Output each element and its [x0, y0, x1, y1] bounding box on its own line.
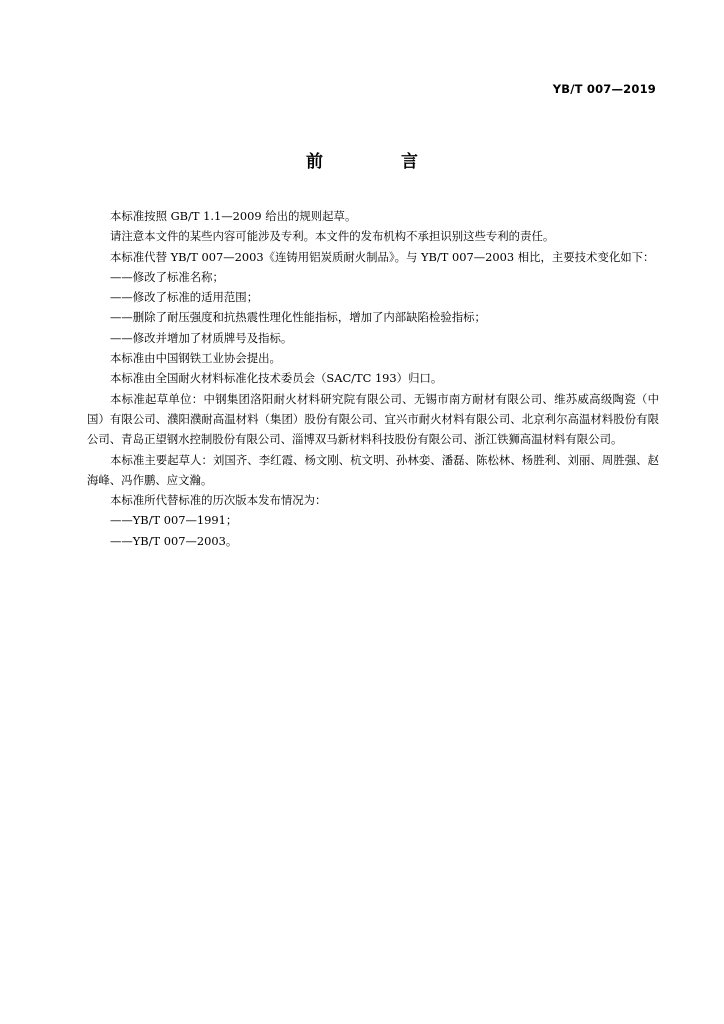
change-item: ——修改并增加了材质牌号及指标。 — [110, 330, 293, 345]
document-code: YB/T 007—2019 — [552, 82, 656, 96]
paragraph-drafting-units: 本标准起草单位：中钢集团洛阳耐火材料研究院有限公司、无锡市南方耐材有限公司、维苏威高级陶瓷（中国）有限公司、濮阳濮耐高温材料（集团）股份有限公司、宜兴市耐火材料有限公司、北京利尔高温材料股份有限公司、青岛正望钢水控制股份有限公司、淄博双马新材料科技股份有限公司、浙江铁狮高温材料有限公司。 — [87, 391, 659, 447]
page-title: 前 言 — [306, 152, 454, 172]
document-body — [87, 206, 659, 551]
change-item: ——修改了标准名称； — [110, 269, 224, 284]
paragraph-drafters: 本标准主要起草人：刘国齐、李红霞、杨文刚、杭文明、孙林娈、潘磊、陈松林、杨胜利、刘丽、周胜强、赵海峰、冯作鹏、应文瀚。 — [87, 452, 659, 487]
history-item: ——YB/T 007—1991； — [110, 513, 238, 528]
change-item: ——修改了标准的适用范围； — [110, 290, 259, 305]
paragraph-committee: 本标准由全国耐火材料标准化技术委员会（SAC/TC 193）归口。 — [110, 371, 443, 386]
paragraph-drafting-rules: 本标准按照 GB/T 1.1—2009 给出的规则起草。 — [110, 209, 357, 223]
change-item: ——删除了耐压强度和抗热震性理化性能指标，增加了内部缺陷检验指标； — [110, 310, 486, 325]
paragraph-history-intro: 本标准所代替标准的历次版本发布情况为： — [110, 493, 327, 508]
history-item: ——YB/T 007—2003。 — [110, 533, 238, 548]
paragraph-replacement: 本标准代替 YB/T 007—2003《连铸用铝炭质耐火制品》。与 YB/T 007—2003 相比，主要技术变化如下： — [110, 249, 655, 264]
paragraph-patent-notice: 请注意本文件的某些内容可能涉及专利。本文件的发布机构不承担识别这些专利的责任。 — [110, 229, 555, 244]
paragraph-proposer: 本标准由中国钢铁工业协会提出。 — [110, 351, 281, 366]
